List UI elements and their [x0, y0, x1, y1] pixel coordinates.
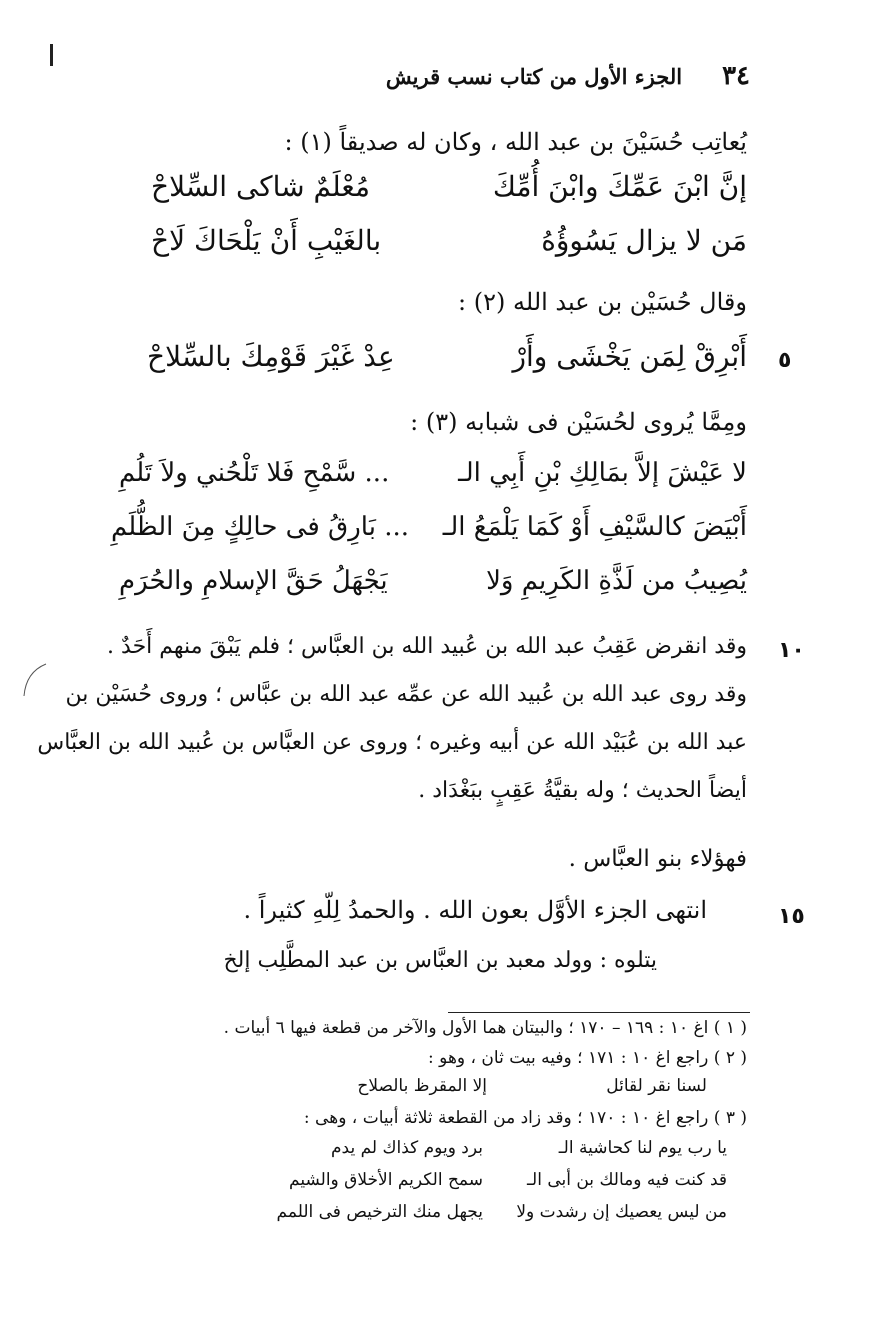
verse-hemistich: يُصِيبُ من لَذَّةِ الكَرِيمِ وَلا	[486, 566, 747, 596]
verse-hemistich: أَبْيَضَ كالسَّيْفِ أَوْ كَمَا يَلْمَعُ الـ	[442, 512, 747, 542]
paragraph-line: وقد روى عبد الله بن عُبيد الله عن عمِّه عبد الله بن عبَّاس ؛ وروى حُسَيْن بن	[65, 682, 747, 707]
verse-hemistich: ... بَارِقُ فى حالِكٍ مِنَ الظُّلَمِ	[110, 512, 409, 542]
footnote-verse	[253, 1202, 727, 1222]
verse-hemistich: يا رب يوم لنا كحاشية الـ	[558, 1138, 727, 1158]
line-number: ٥	[778, 348, 792, 373]
line-number: ١٠	[778, 638, 805, 663]
paragraph-line: أيضاً الحديث ؛ وله بقيَّةُ عَقِبٍ ببَغْدَاد .	[418, 778, 747, 803]
intro-line-2: وقال حُسَيْن بن عبد الله (٢) :	[458, 288, 747, 316]
verse-hemistich: إنَّ ابْنَ عَمِّكَ وابْنَ أُمِّكَ	[492, 170, 747, 203]
verse-line-5	[110, 512, 747, 543]
verse-hemistich: إلا المقرظ بالصلاح	[357, 1076, 487, 1096]
closing-line: يتلوه : وولد معبد بن العبَّاس بن عبد المطَّلِب إلخ	[223, 948, 657, 973]
verse-hemistich: سمح الكريم الأخلاق والشيم	[289, 1170, 483, 1190]
intro-line-1: يُعاتِب حُسَيْنَ بن عبد الله ، وكان له صديقاً (١) :	[284, 128, 747, 156]
footnote-verse	[253, 1170, 727, 1190]
verse-hemistich: أَبْرِقْ لِمَن يَخْشَى وأَرْ	[512, 340, 747, 373]
verse-line-2	[151, 224, 747, 258]
line-number: ١٥	[778, 904, 805, 929]
verse-hemistich: لا عَيْشَ إلاَّ بمَالِكِ بْنِ أَبِي الـ	[458, 458, 747, 488]
verse-line-3	[147, 340, 747, 374]
verse-hemistich: عِدْ غَيْرَ قَوْمِكَ بالسِّلاحْ	[147, 340, 395, 373]
margin-stroke	[18, 660, 48, 700]
footnote-verse	[253, 1138, 727, 1158]
paragraph-line: عبد الله بن عُبَيْد الله عن أبيه وغيره ؛ وروى عن العبَّاس بن عُبيد الله بن العبَّاس	[37, 730, 747, 755]
verse-hemistich: ... سَّمْحِ فَلا تَلْحُني ولاَ تَلُمِ	[119, 458, 390, 488]
intro-line-3: ومِمَّا يُروى لحُسَيْن فى شبابه (٣) :	[410, 408, 747, 436]
margin-mark	[50, 44, 53, 66]
verse-line-1	[151, 170, 747, 204]
verse-hemistich: من ليس يعصيك إن رشدت ولا	[516, 1202, 727, 1222]
verse-hemistich: يَجْهَلُ حَقَّ الإسلامِ والحُرَمِ	[119, 566, 388, 596]
footnote-1: ( ١ ) اغ ١٠ : ١٦٩ – ١٧٠ ؛ والبيتان هما الأول والآخر من قطعة فيها ٦ أبيات .	[223, 1018, 747, 1038]
verse-line-6	[119, 566, 747, 597]
running-title: الجزء الأول من كتاب نسب قريش	[385, 63, 683, 89]
page-header	[300, 56, 750, 96]
footnote-verse	[287, 1076, 707, 1096]
closing-line: فهؤلاء بنو العبَّاس .	[568, 846, 747, 872]
verse-hemistich: يجهل منك الترخيص فى اللمم	[276, 1202, 483, 1222]
verse-hemistich: بالغَيْبِ أَنْ يَلْحَاكَ لَاحْ	[151, 224, 382, 257]
closing-line: انتهى الجزء الأوَّل بعون الله . والحمدُ لِلّهِ كثيراً .	[243, 896, 707, 924]
page-number: ٣٤	[722, 61, 750, 91]
verse-hemistich: لسنا نقر لقائل	[606, 1076, 707, 1096]
footnote-3: ( ٣ ) راجع اغ ١٠ : ١٧٠ ؛ وقد زاد من القطعة ثلاثة أبيات ، وهى :	[303, 1108, 747, 1128]
verse-hemistich: قد كنت فيه ومالك بن أبى الـ	[527, 1170, 727, 1190]
verse-hemistich: مَن لا يزال يَسُوؤُهُ	[541, 224, 747, 257]
footnote-2: ( ٢ ) راجع اغ ١٠ : ١٧١ ؛ وفيه بيت ثان ، وهو :	[428, 1048, 747, 1068]
footnote-rule	[448, 1012, 750, 1013]
verse-hemistich: برد ويوم كذاك لم يدم	[331, 1138, 483, 1158]
verse-hemistich: مُعْلَمٌ شاكى السِّلاحْ	[151, 170, 370, 203]
verse-line-4	[119, 458, 747, 489]
paragraph-line: وقد انقرض عَقِبُ عبد الله بن عُبيد الله بن العبَّاس ؛ فلم يَبْقَ منهم أَحَدٌ .	[107, 634, 747, 659]
